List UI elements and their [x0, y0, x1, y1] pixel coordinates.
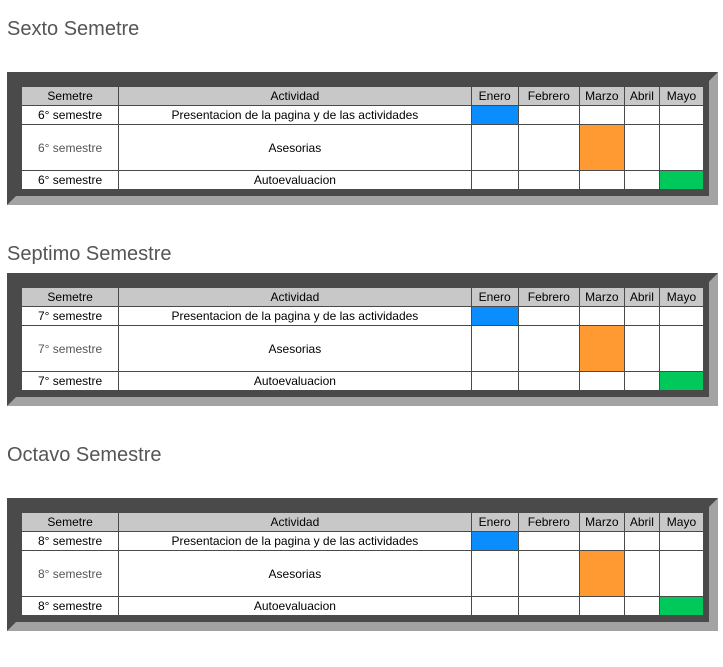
table-row — [22, 551, 704, 597]
empty-cell — [659, 326, 703, 372]
mayo-bar — [659, 372, 703, 391]
empty-cell — [659, 125, 703, 171]
empty-cell — [471, 171, 518, 190]
semester-cell: 7° semestre — [22, 307, 119, 326]
section-title: Septimo Semestre — [7, 243, 172, 265]
activity-cell: Autoevaluacion — [119, 597, 472, 616]
empty-cell — [624, 106, 659, 125]
header-actividad: Actividad — [119, 87, 472, 106]
header-abril: Abril — [624, 513, 659, 532]
header-semestre: Semetre — [22, 288, 119, 307]
semester-cell: 8° semestre — [22, 532, 119, 551]
header-enero: Enero — [471, 513, 518, 532]
header-semestre: Semetre — [22, 513, 119, 532]
empty-cell — [659, 307, 703, 326]
table-row — [22, 597, 704, 616]
section-title: Octavo Semestre — [7, 444, 162, 466]
header-marzo: Marzo — [579, 87, 624, 106]
schedule-table — [21, 512, 704, 616]
semester-cell: 6° semestre — [22, 125, 119, 171]
empty-cell — [471, 326, 518, 372]
semester-cell: 6° semestre — [22, 171, 119, 190]
table-row — [22, 125, 704, 171]
mayo-bar — [659, 597, 703, 616]
header-row — [22, 288, 704, 307]
activity-cell: Presentacion de la pagina y de las actividades — [119, 307, 472, 326]
empty-cell — [659, 106, 703, 125]
empty-cell — [579, 307, 624, 326]
empty-cell — [518, 307, 579, 326]
empty-cell — [579, 106, 624, 125]
schedule-frame — [7, 498, 718, 631]
enero-bar — [471, 532, 518, 551]
empty-cell — [579, 597, 624, 616]
header-marzo: Marzo — [579, 288, 624, 307]
header-marzo: Marzo — [579, 513, 624, 532]
header-mayo: Mayo — [659, 513, 703, 532]
header-enero: Enero — [471, 288, 518, 307]
header-actividad: Actividad — [119, 288, 472, 307]
section-title: Sexto Semetre — [7, 18, 140, 40]
schedule-frame — [7, 72, 718, 205]
enero-bar — [471, 307, 518, 326]
empty-cell — [518, 551, 579, 597]
empty-cell — [624, 125, 659, 171]
enero-bar — [471, 106, 518, 125]
empty-cell — [471, 597, 518, 616]
header-mayo: Mayo — [659, 87, 703, 106]
empty-cell — [518, 597, 579, 616]
activity-cell: Presentacion de la pagina y de las actividades — [119, 106, 472, 125]
empty-cell — [471, 125, 518, 171]
schedule-table — [21, 86, 704, 190]
empty-cell — [518, 106, 579, 125]
activity-cell: Presentacion de la pagina y de las actividades — [119, 532, 472, 551]
semester-cell: 8° semestre — [22, 551, 119, 597]
header-enero: Enero — [471, 87, 518, 106]
marzo-bar — [579, 326, 624, 372]
activity-cell: Asesorias — [119, 551, 472, 597]
empty-cell — [659, 532, 703, 551]
table-row — [22, 372, 704, 391]
table-row — [22, 326, 704, 372]
semester-cell: 7° semestre — [22, 372, 119, 391]
schedule-frame — [7, 273, 718, 406]
empty-cell — [624, 551, 659, 597]
empty-cell — [579, 171, 624, 190]
header-abril: Abril — [624, 288, 659, 307]
empty-cell — [471, 551, 518, 597]
header-row — [22, 87, 704, 106]
empty-cell — [518, 372, 579, 391]
activity-cell: Asesorias — [119, 125, 472, 171]
empty-cell — [518, 326, 579, 372]
marzo-bar — [579, 551, 624, 597]
semester-cell: 6° semestre — [22, 106, 119, 125]
empty-cell — [624, 597, 659, 616]
marzo-bar — [579, 125, 624, 171]
empty-cell — [624, 171, 659, 190]
mayo-bar — [659, 171, 703, 190]
empty-cell — [624, 532, 659, 551]
table-row — [22, 307, 704, 326]
empty-cell — [659, 551, 703, 597]
header-actividad: Actividad — [119, 513, 472, 532]
table-row — [22, 106, 704, 125]
header-semestre: Semetre — [22, 87, 119, 106]
empty-cell — [624, 307, 659, 326]
semester-cell: 7° semestre — [22, 326, 119, 372]
empty-cell — [624, 326, 659, 372]
header-row — [22, 513, 704, 532]
activity-cell: Autoevaluacion — [119, 171, 472, 190]
header-febrero: Febrero — [518, 288, 579, 307]
empty-cell — [579, 532, 624, 551]
empty-cell — [579, 372, 624, 391]
header-febrero: Febrero — [518, 87, 579, 106]
header-abril: Abril — [624, 87, 659, 106]
empty-cell — [518, 532, 579, 551]
activity-cell: Autoevaluacion — [119, 372, 472, 391]
activity-cell: Asesorias — [119, 326, 472, 372]
schedule-table — [21, 287, 704, 391]
semester-cell: 8° semestre — [22, 597, 119, 616]
table-row — [22, 171, 704, 190]
header-mayo: Mayo — [659, 288, 703, 307]
table-row — [22, 532, 704, 551]
header-febrero: Febrero — [518, 513, 579, 532]
empty-cell — [518, 171, 579, 190]
empty-cell — [624, 372, 659, 391]
empty-cell — [518, 125, 579, 171]
empty-cell — [471, 372, 518, 391]
